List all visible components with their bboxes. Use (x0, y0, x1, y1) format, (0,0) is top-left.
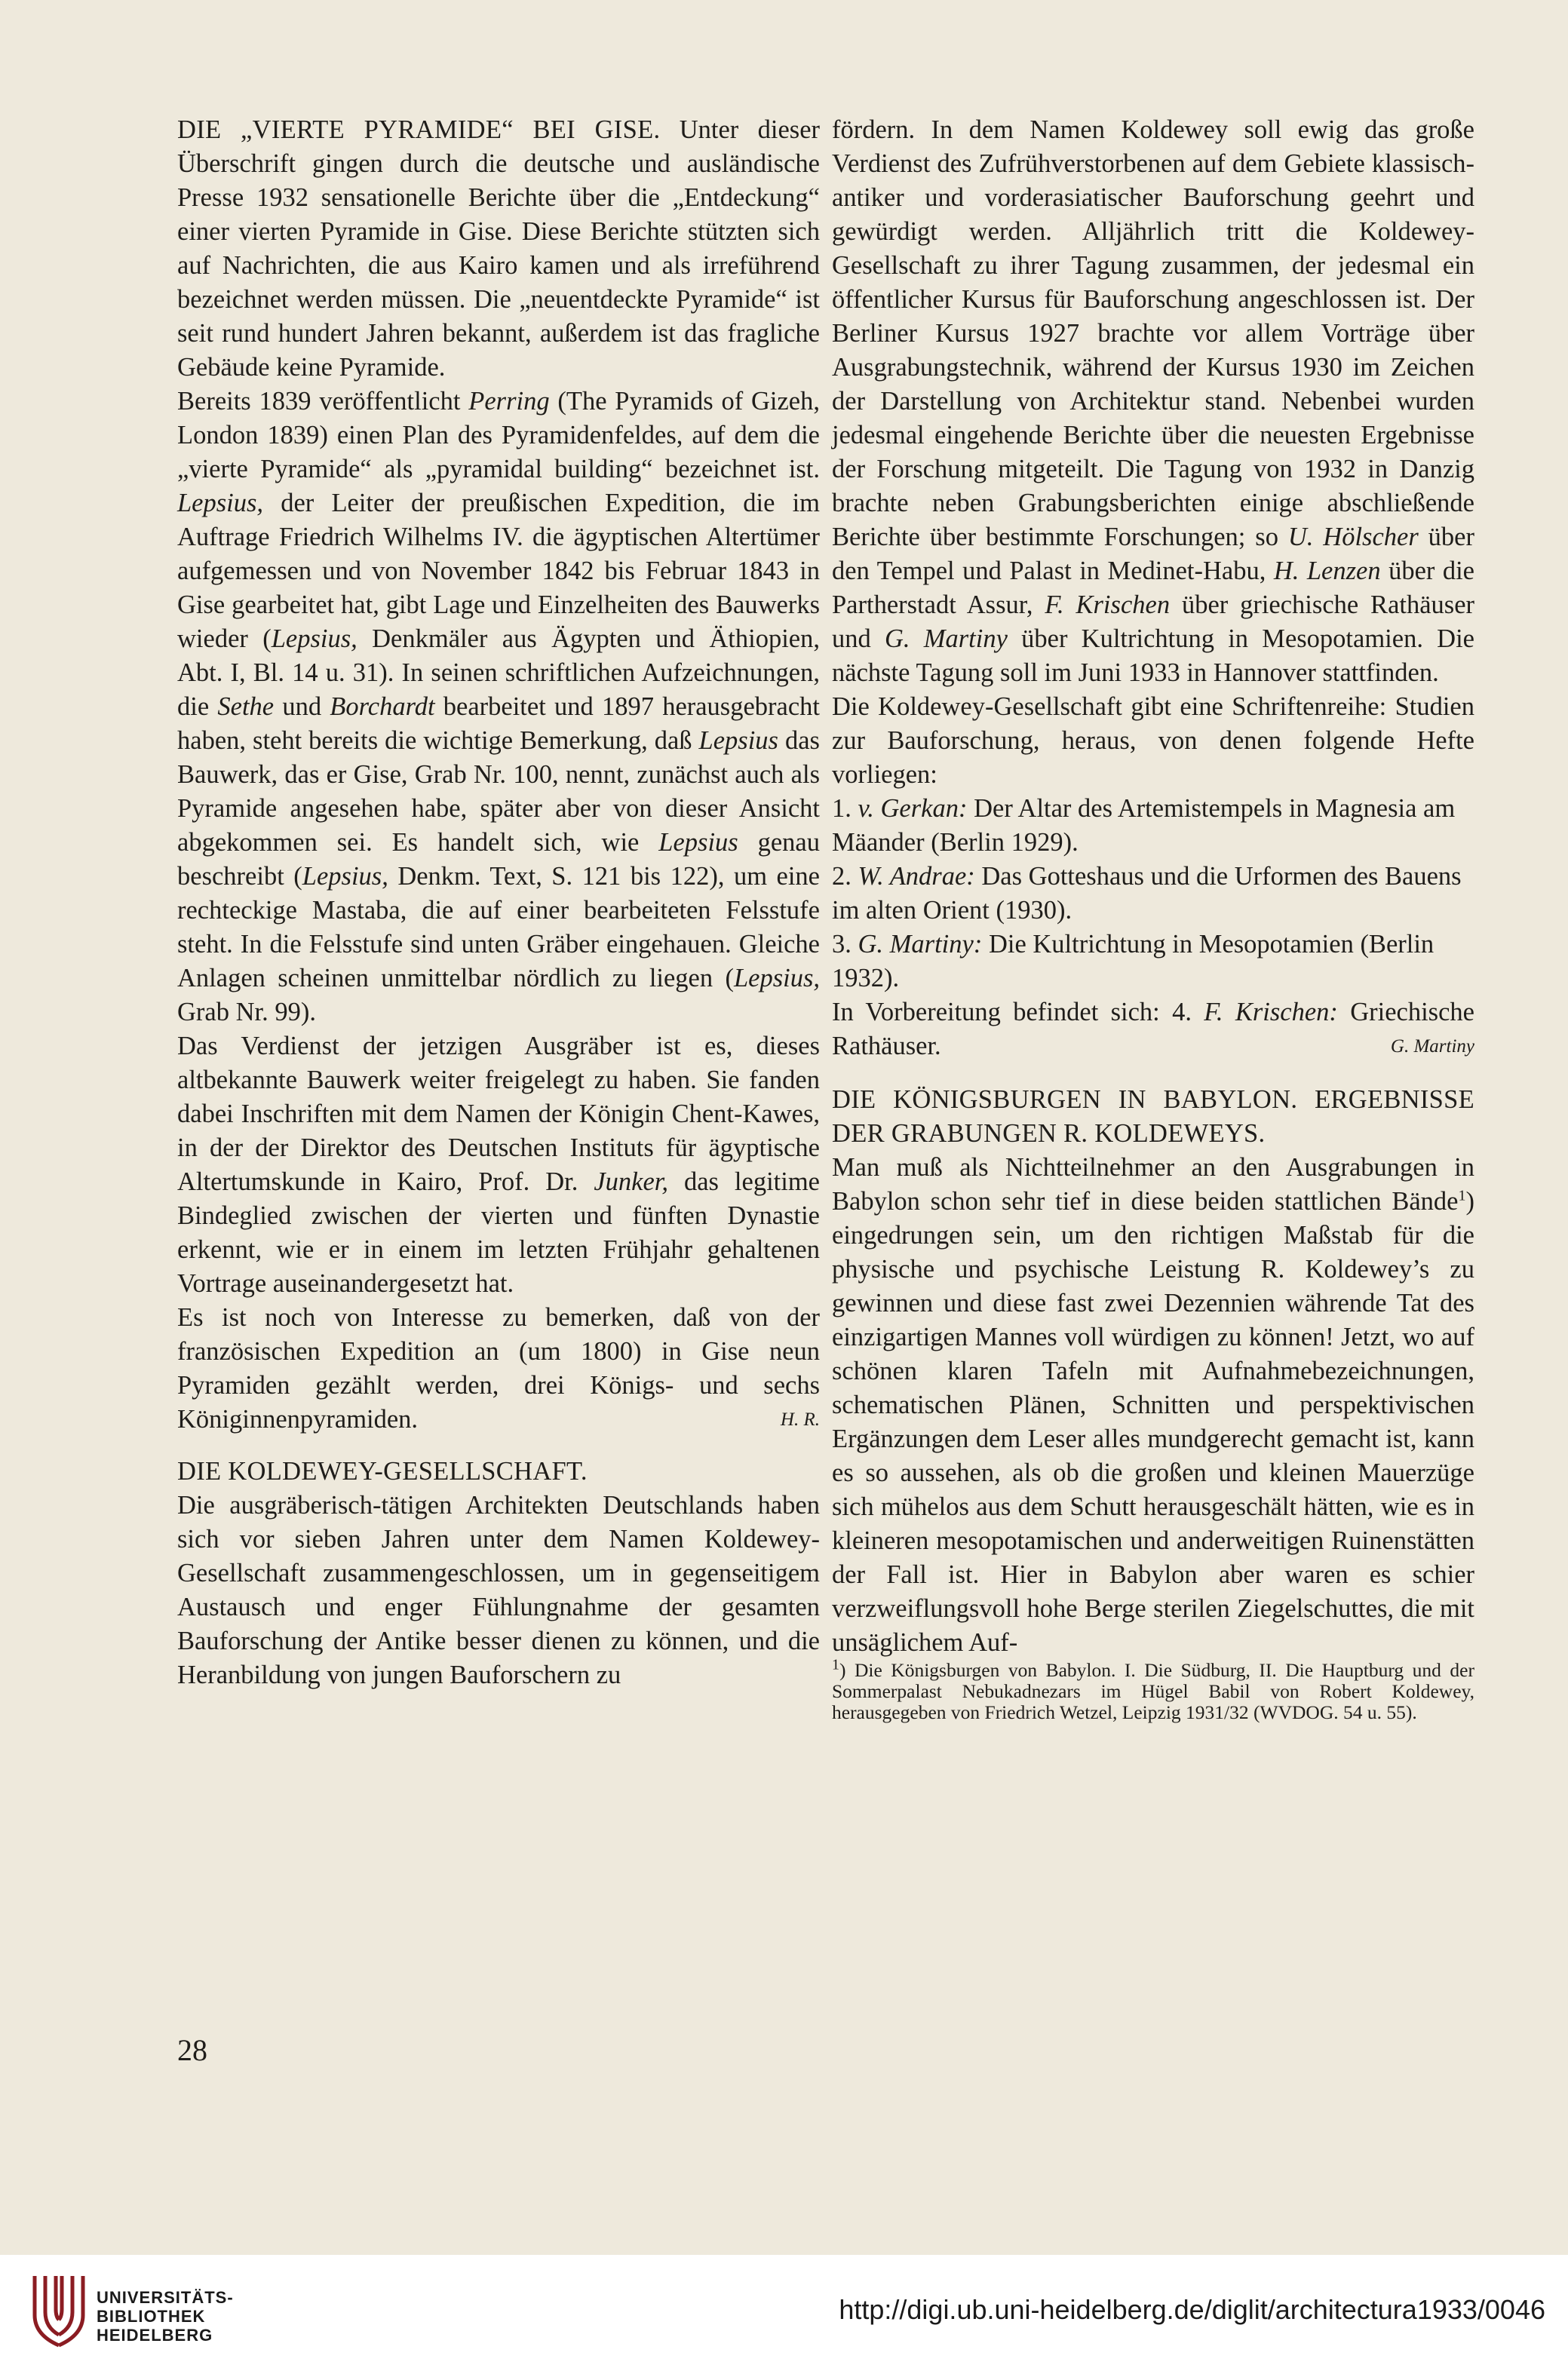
article-koldewey-p1: Die ausgräberisch-tätigen Architekten Deutschlands haben sich vor sieben Jahren unter dem Namen Koldewey-Gesellschaft zusammengeschlossen, um in gegenseitigem Austausch und enger Fühlungnahme der gesamten Bauforschung der Antike besser dienen zu können, und die Heranbildung von jungen Bauforschern zu (177, 1491, 820, 1689)
library-logo-icon (29, 2271, 89, 2350)
series-item-3: 3. G. Martiny: Die Kultrichtung in Mesopotamien (Berlin 1932). (832, 930, 1435, 992)
signature-hr: H. R. (780, 1409, 820, 1430)
article-gise-p2: Bereits 1839 veröffentlicht Perring (The Pyramids of Gizeh, London 1839) einen Plan des Pyramidenfeldes, auf dem die „vierte Pyramide“ als „pyramidal building“ bezeichnet ist. Lepsius, der Leiter der preußischen Expedition, die im Auftrage Friedrich Wilhelms IV. die ägyptischen Altertümer aufgemessen und von November 1842 bis Februar 1843 in Gise gearbeitet hat, gibt Lage und Einzelheiten des Bauwerks wieder (Lepsius, Denkmäler aus Ägypten und Äthiopien, Abt. I, Bl. 14 u. 31). In seinen schriftlichen Aufzeichnungen, die Sethe und Borchardt bearbeitet und 1897 herausgebracht haben, steht bereits die wichtige Bemerkung, daß Lepsius das Bauwerk, das er Gise, Grab Nr. 100, nennt, zunächst auch als Pyramide angesehen habe, später aber von dieser Ansicht abgekommen sei. Es handelt sich, wie Lepsius genau beschreibt (Lepsius, Denkm. Text, S. 121 bis 122), um eine rechteckige Mastaba, die auf einer bearbeiteten Felsstufe steht. In die Felsstufe sind unten Gräber eingehauen. Gleiche Anlagen scheinen unmittelbar nördlich zu liegen (Lepsius, Grab Nr. 99). (177, 387, 820, 1026)
page-number: 28 (177, 2033, 207, 2067)
right-column (832, 113, 1474, 1723)
article-gise-p4: Es ist noch von Interesse zu bemerken, daß von der französischen Expedition an (um 1800) in Gise neun Pyramiden gezählt werden, drei Königs- und sechs Königinnenpyramiden. H. R. (177, 1301, 820, 1437)
signature-gmartiny: G. Martiny (1390, 1036, 1474, 1057)
left-column (177, 113, 820, 1692)
series-in-preparation: In Vorbereitung befindet sich: 4. F. Krischen: Griechische Rathäuser. G. Martiny (832, 995, 1474, 1063)
series-item-1: 1. v. Gerkan: Der Altar des Artemistempels in Magnesia am Mäander (Berlin 1929). (832, 794, 1456, 857)
heading-koldewey-gesellschaft: DIE KOLDEWEY-GESELLSCHAFT. (177, 1457, 588, 1486)
source-url[interactable]: http://digi.ub.uni-heidelberg.de/diglit/architectura1933/0046 (839, 2294, 1545, 2325)
footnote-marker: 1 (1458, 1187, 1466, 1204)
heading-koenigsburgen: DIE KÖNIGSBURGEN IN BABYLON. ERGEBNISSE DER GRABUNGEN R. KOLDEWEYS. (832, 1085, 1474, 1148)
article-gise-p3: Das Verdienst der jetzigen Ausgräber ist es, dieses altbekannte Bauwerk weiter freigelegt zu haben. Sie fanden dabei Inschriften mit dem Namen der Königin Chent-Kawes, in der der Direktor des Deutschen Instituts für ägyptische Altertumskunde in Kairo, Prof. Dr. Junker, das legitime Bindeglied zwischen der vierten und fünften Dynastie erkennt, wie er in einem im letzten Frühjahr gehaltenen Vortrage auseinandergesetzt hat. (177, 1032, 820, 1298)
series-intro: Die Koldewey-Gesellschaft gibt eine Schriftenreihe: Studien zur Bauforschung, heraus, von denen folgende Hefte vorliegen: (832, 692, 1474, 789)
heading-vierte-pyramide: DIE „VIERTE PYRAMIDE“ BEI GISE. (177, 115, 661, 144)
series-item-2: 2. W. Andrae: Das Gotteshaus und die Urformen des Bauens im alten Orient (1930). (832, 862, 1462, 925)
article-koldewey-continuation: fördern. In dem Namen Koldewey soll ewig das große Verdienst des Zufrühverstorbenen auf dem Gebiete klassisch-antiker und vorderasiatischer Bauforschung geehrt und gewürdigt werden. Alljährlich tritt die Koldewey-Gesellschaft zu ihrer Tagung zusammen, der jedesmal ein öffentlicher Kursus für Bauforschung angeschlossen ist. Der Berliner Kursus 1927 brachte vor allem Vorträge über Ausgrabungstechnik, während der Kursus 1930 im Zeichen der Darstellung von Architektur stand. Nebenbei wurden jedesmal eingehende Berichte über die neuesten Ergebnisse der Forschung mitgeteilt. Die Tagung von 1932 in Danzig brachte neben Grabungsberichten einige abschließende Berichte über bestimmte Forschungen; so U. Hölscher über den Tempel und Palast in Medinet-Habu, H. Lenzen über die Partherstadt Assur, F. Krischen über griechische Rathäuser und G. Martiny über Kultrichtung in Mesopotamien. Die nächste Tagung soll im Juni 1933 in Hannover stattfinden. (832, 115, 1475, 687)
article-gise-p1: DIE „VIERTE PYRAMIDE“ BEI GISE. Unter dieser Überschrift gingen durch die deutsche und ausländische Presse 1932 sensationelle Berichte über die „Entdeckung“ einer vierten Pyramide in Gise. Diese Berichte stützten sich auf Nachrichten, die aus Kairo kamen und als irreführend bezeichnet werden müssen. Die „neuentdeckte Pyramide“ ist seit rund hundert Jahren bekannt, außerdem ist das fragliche Gebäude keine Pyramide. (177, 115, 820, 382)
article-koenigsburgen-p1: Man muß als Nichtteilnehmer an den Ausgrabungen in Babylon schon sehr tief in diese beiden stattlichen Bände$^1$) eingedrungen sein, um den richtigen Maßstab für die physische und psychische Leistung R. Koldewey’s zu gewinnen und diese fast zwei Dezennien währende Tat des einzigartigen Mannes voll würdigen zu können! Jetzt, wo auf schönen klaren Tafeln mit Aufnahmebezeichnungen, schematischen Plänen, Schnitten und perspektivischen Ergänzungen dem Leser alles mundgerecht gemacht ist, kann es so aussehen, als ob die großen und kleinen Mauerzüge sich mühelos aus dem Schutt herausgeschält hätten, wie es in kleineren mesopotamischen und anderweitigen Ruinenstätten der Fall ist. Hier in Babylon aber waren es schier verzweiflungsvoll hohe Berge sterilen Ziegelschuttes, die mit unsäglichem Auf- (832, 1153, 1474, 1657)
footnote: $^1$) Die Königsburgen von Babylon. I. Die Südburg, II. Die Hauptburg und der Sommerpalast Nebukadnezars im Hügel Babil von Robert Koldewey, herausgegeben von Friedrich Wetzel, Leipzig 1931/32 (WVDOG. 54 u. 55). (832, 1656, 1474, 1723)
library-name: UNIVERSITÄTS- BIBLIOTHEK HEIDELBERG (97, 2288, 234, 2345)
